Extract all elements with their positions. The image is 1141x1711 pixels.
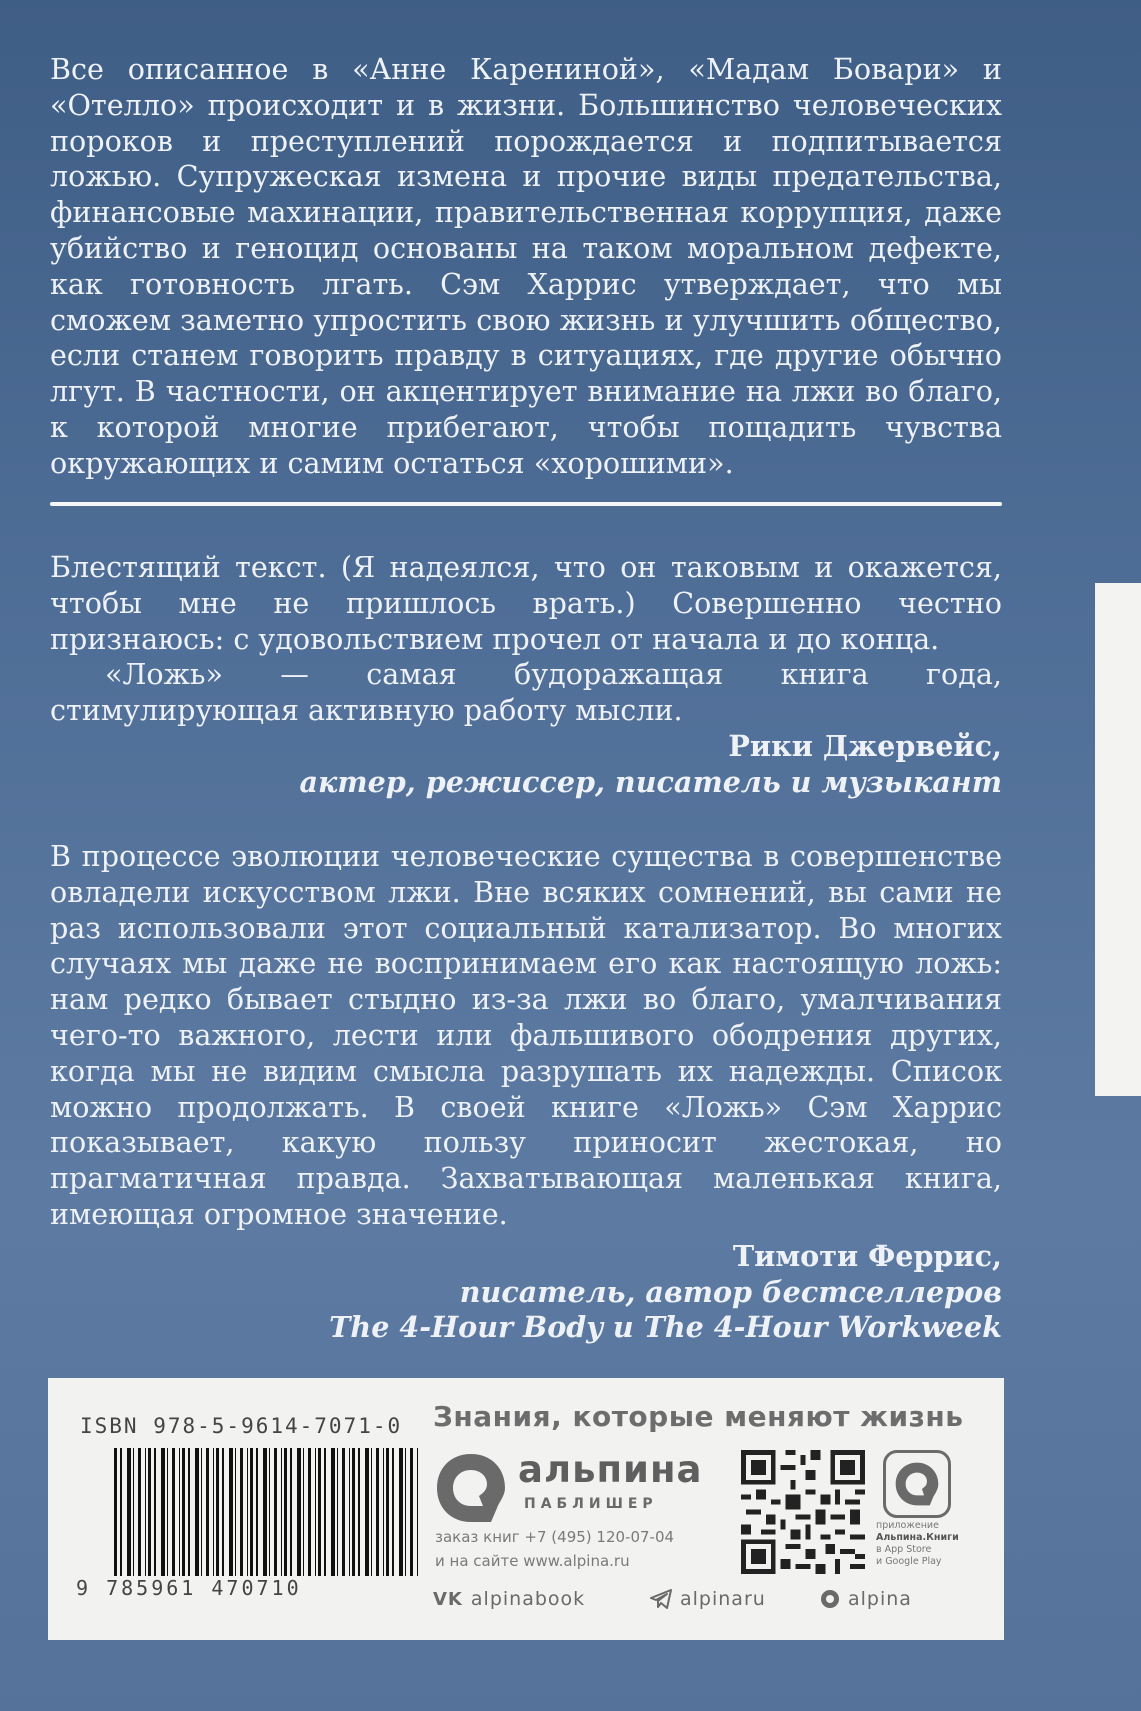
review-ferriss-attribution bbox=[50, 1239, 1002, 1346]
review-ferriss-role2: The 4-Hour Body и The 4-Hour Workweek bbox=[329, 1310, 1002, 1345]
app-info-line3: в App Store bbox=[876, 1544, 932, 1555]
qr-code-icon bbox=[741, 1450, 865, 1574]
telegram-icon bbox=[650, 1589, 672, 1609]
side-strip bbox=[1095, 583, 1141, 1096]
social-telegram-label: alpinaru bbox=[680, 1588, 766, 1610]
publisher-name: альпина bbox=[518, 1448, 703, 1491]
app-icon bbox=[883, 1450, 951, 1518]
social-vk bbox=[433, 1588, 585, 1610]
order-website: и на сайте www.alpina.ru bbox=[435, 1552, 630, 1570]
review-ferriss-role1: писатель, автор бестселлеров bbox=[459, 1274, 1002, 1309]
description-block bbox=[50, 52, 1002, 482]
app-logo-icon bbox=[890, 1457, 944, 1511]
publisher-slogan: Знания, которые меняют жизнь bbox=[433, 1400, 964, 1433]
review-gervais bbox=[50, 550, 1002, 801]
publisher-subtitle: ПАБЛИШЕР bbox=[524, 1496, 658, 1512]
review-ferriss-text: В процессе эволюции человеческие существа в совершенстве овладели искусством лжи. Вне всяких сомнений, вы сами не раз использовали этот социальный катализатор. Во многих случаях мы даже не воспринимаем его как настоящую ложь: нам редко бывает стыдно из-за лжи во благо, умалчивания чего-то важного, лести или фальшивого ободрения других, когда мы не видим смысла разрушать их надежды. Список можно продолжать. В своей книге «Ложь» Сэм Харрис показывает, какую пользу приносит жестокая, но прагматичная правда. Захватывающая маленькая книга, имеющая огромное значение. bbox=[50, 839, 1002, 1231]
alpina-logo-icon bbox=[433, 1450, 509, 1526]
alpina-small-icon bbox=[820, 1589, 840, 1609]
divider-line bbox=[50, 502, 1002, 506]
review-ferriss bbox=[50, 839, 1002, 1346]
social-vk-label: alpinabook bbox=[470, 1588, 586, 1610]
description-text: Все описанное в «Анне Карениной», «Мадам Бовари» и «Отелло» происходит и в жизни. Большинство человеческих пороков и преступлений порождается и подпитывается ложью. Супружеская измена и прочие виды предательства, финансовые махинации, правительственная коррупция, даже убийство и геноцид основаны на таком моральном дефекте, как готовность лгать. Сэм Харрис утверждает, что мы сможем заметно упростить свою жизнь и улучшить общество, если станем говорить правду в ситуациях, где другие обычно лгут. В частности, он акцентирует внимание на лжи во благо, к которой многие прибегают, чтобы пощадить чувства окружающих и самим остаться «хорошими». bbox=[50, 52, 1002, 480]
footer-panel bbox=[48, 1378, 1004, 1640]
isbn-label: ISBN 978-5-9614-7071-0 bbox=[80, 1414, 403, 1438]
app-info-line4: и Google Play bbox=[876, 1556, 942, 1567]
app-info-line2: Альпина.Книги bbox=[876, 1532, 959, 1543]
social-alpina bbox=[820, 1588, 912, 1610]
barcode-digits: 9 785961 470710 bbox=[76, 1576, 302, 1600]
order-phone: заказ книг +7 (495) 120-07-04 bbox=[435, 1528, 675, 1546]
review-gervais-para1: Блестящий текст. (Я надеялся, что он таковым и окажется, чтобы мне не пришлось врать.) Совершенно честно признаюсь: с удовольствием прочел от начала и до конца. bbox=[50, 550, 1002, 656]
vk-icon: VK bbox=[433, 1588, 463, 1610]
review-ferriss-author: Тимоти Феррис, bbox=[732, 1238, 1002, 1273]
barcode bbox=[114, 1448, 420, 1576]
review-gervais-role: актер, режиссер, писатель и музыкант bbox=[299, 764, 1002, 799]
social-alpina-label: alpina bbox=[848, 1588, 912, 1610]
social-telegram bbox=[650, 1588, 766, 1610]
review-gervais-para2: «Ложь» — самая будоражащая книга года, стимулирующая активную работу мысли. bbox=[50, 657, 1002, 728]
review-gervais-attribution bbox=[50, 729, 1002, 801]
review-gervais-author: Рики Джервейс, bbox=[728, 728, 1002, 763]
app-info bbox=[876, 1520, 986, 1568]
app-info-line1: приложение bbox=[876, 1520, 939, 1531]
